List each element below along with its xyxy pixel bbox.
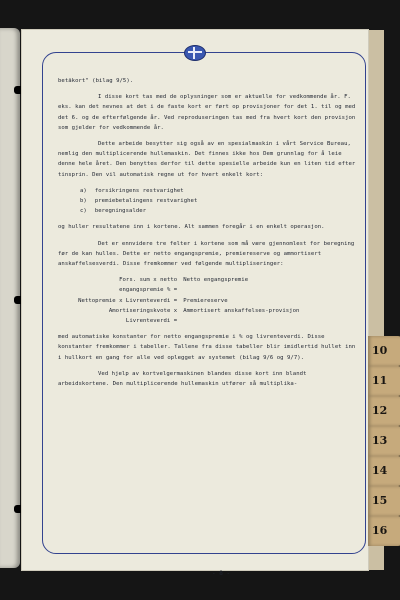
list-marker: c) <box>80 208 87 215</box>
index-tab[interactable]: 14 <box>368 456 400 486</box>
paragraph: Dette arbeide besytter sig også av en spesialmaskin i vårt Service Bureau, nemlig den multiplicerende hullemaskin. Det finnes ikke hos Dem grunnlag for å leie denne hele året. Den benyttes derfor til dette spesielle arbeide kun en liten tid efter tinsprin. Den vil automatisk regne ut for hvert enkelt kort: <box>58 141 356 178</box>
index-tab[interactable]: 16 <box>368 516 400 546</box>
equation-right: Premiereserve <box>183 297 228 304</box>
index-tab[interactable]: 13 <box>368 426 400 456</box>
index-tab[interactable]: 10 <box>368 336 400 366</box>
document-page <box>22 30 368 577</box>
list-text: forsikringens restvarighet <box>94 187 184 194</box>
paragraph: med automatiske konstanter for netto engangspremie i % og livrenteverdi. Disse konstanter fremkommer i tabeller. Tallene fra disse tabeller blir imidlertid hullet inn i hullkort en gang for alle ved oplegget av systemet (bilag 9/6 og 9/7). <box>58 334 356 361</box>
index-tab[interactable]: 15 <box>368 486 400 516</box>
list-item <box>80 186 358 196</box>
paragraph: og huller resultatene inn i kortene. Alt sammen foregår i en enkelt operasjon. <box>58 224 325 231</box>
body-text <box>58 76 358 395</box>
list-text: premiebetalingens restvarighet <box>94 198 198 205</box>
equation-right: Netto engangspremie <box>183 277 249 284</box>
page-number: - 8 - <box>212 570 231 577</box>
index-tab[interactable]: 12 <box>368 396 400 426</box>
paragraph: betäkort" (bilag 9/5). <box>58 78 134 84</box>
company-logo-icon <box>184 45 206 61</box>
equation-left: Fors. sum x netto engangspremie % = <box>119 277 178 294</box>
list-marker: a) <box>80 187 87 194</box>
equation-right: Ammortisert anskaffelses-provisjon <box>183 307 300 314</box>
equation-row <box>76 296 358 306</box>
equation-row <box>76 306 358 326</box>
paragraph: I disse kort tas med de oplysninger som er aktuelle for vedkommende år. F. eks. kan det nevnes at det i de faste kort er ført op provisjoner for det 1. til og med det 6. og de efterfølgende år. Ved reproduseringen tas med fra hvert kort den provisjon som gjelder for vedkommende år. <box>58 94 356 131</box>
equation-row <box>76 275 358 295</box>
equation-left: Amortiseringskvote x Livrenteverdi = <box>108 307 178 325</box>
paragraph: Det er ennvidere tre felter i kortene som må være gjennomlest for beregning før de kan hulles. Dette er netto engangspremie, premiereserve og ammortisert anskaffelsesverdi. Disse fremkommer ved følgende multipliseringer: <box>58 240 355 268</box>
list-item <box>80 196 358 206</box>
index-tab[interactable]: 11 <box>368 366 400 396</box>
list-item <box>80 206 358 216</box>
list-text: beregningsalder <box>94 208 147 215</box>
equation-left: Nettopremie x Livrenteverdi = <box>78 297 178 304</box>
list-marker: b) <box>80 198 87 205</box>
index-tabs <box>368 30 400 570</box>
paragraph: Ved hjelp av kortvelgermaskinen blandes disse kort inn blandt arbeidskortene. Den multiplicerende hullemaskin utfører så multiplika- <box>58 370 307 388</box>
